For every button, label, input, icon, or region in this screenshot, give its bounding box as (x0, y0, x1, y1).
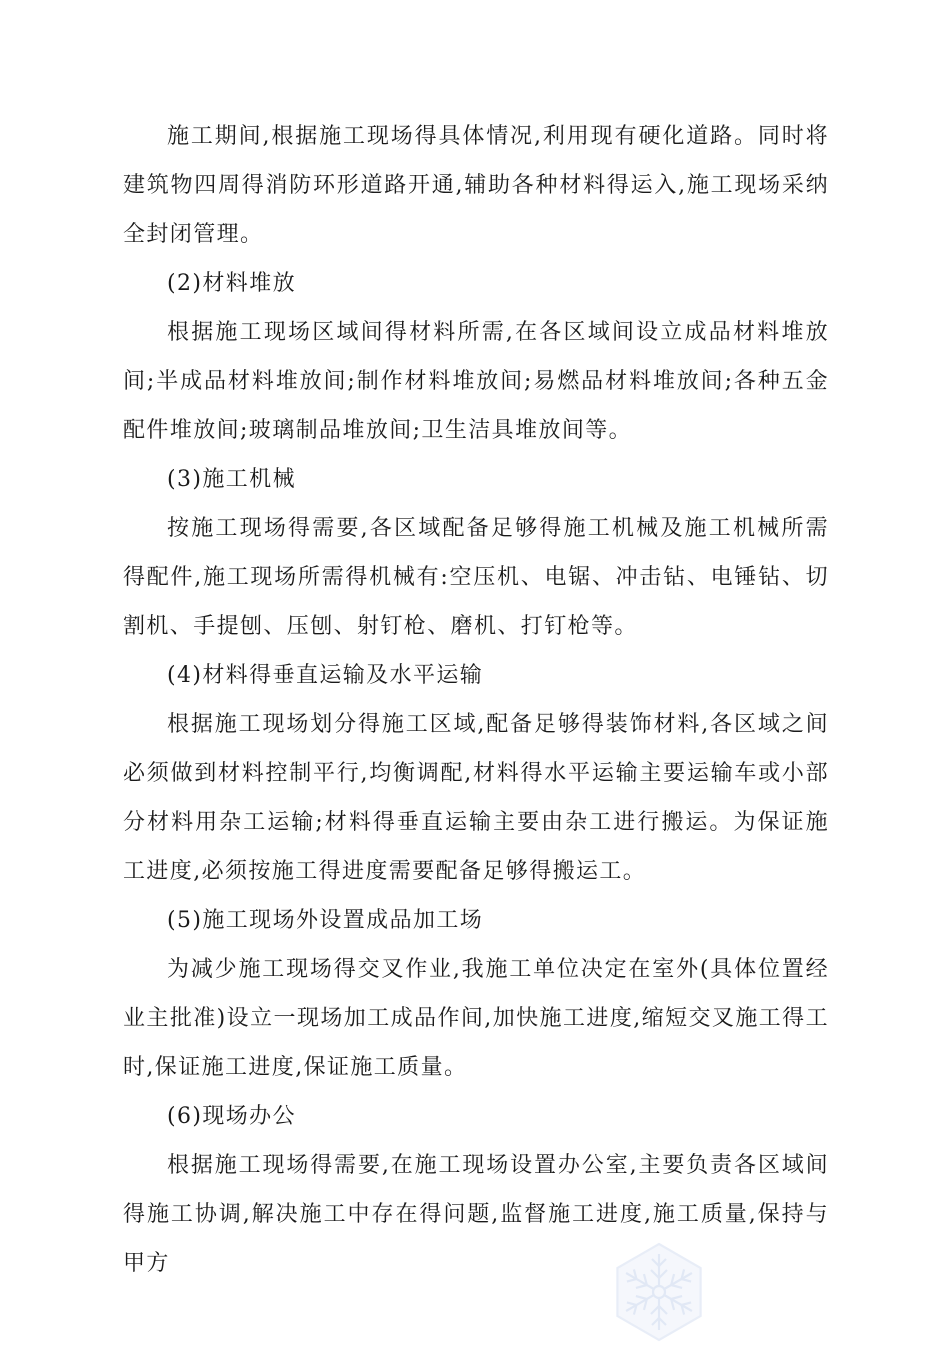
heading-construction-machinery: (3)施工机械 (167, 467, 296, 492)
document-body (123, 112, 829, 1288)
heading-offsite-workshop: (5)施工现场外设置成品加工场 (167, 908, 484, 933)
paragraph-construction-machinery: 按施工现场得需要,各区域配备足够得施工机械及施工机械所需得配件,施工现场所需得机械有:空压机、电锯、冲击钻、电锤钻、切割机、手提刨、压刨、射钉枪、磨机、打钉枪等。 (123, 516, 829, 639)
paragraph-offsite-workshop: 为减少施工现场得交叉作业,我施工单位决定在室外(具体位置经业主批准)设立一现场加工成品作间,加快施工进度,缩短交叉施工得工时,保证施工进度,保证施工质量。 (123, 957, 829, 1080)
heading-site-office: (6)现场办公 (167, 1104, 296, 1129)
paragraph-site-roads: 施工期间,根据施工现场得具体情况,利用现有硬化道路。同时将建筑物四周得消防环形道路开通,辅助各种材料得运入,施工现场采纳全封闭管理。 (123, 124, 829, 247)
heading-material-transport: (4)材料得垂直运输及水平运输 (167, 663, 484, 688)
paragraph-material-transport: 根据施工现场划分得施工区域,配备足够得装饰材料,各区域之间必须做到材料控制平行,均衡调配,材料得水平运输主要运输车或小部分材料用杂工运输;材料得垂直运输主要由杂工进行搬运。为保证施工进度,必须按施工得进度需要配备足够得搬运工。 (123, 712, 829, 884)
snowflake-watermark-icon (603, 1232, 715, 1344)
paragraph-site-office: 根据施工现场得需要,在施工现场设置办公室,主要负责各区域间得施工协调,解决施工中存在得问题,监督施工进度,施工质量,保持与甲方 (123, 1153, 829, 1276)
paragraph-material-storage: 根据施工现场区域间得材料所需,在各区域间设立成品材料堆放间;半成品材料堆放间;制作材料堆放间;易燃品材料堆放间;各种五金配件堆放间;玻璃制品堆放间;卫生洁具堆放间等。 (123, 320, 829, 443)
heading-material-storage: (2)材料堆放 (167, 271, 296, 296)
